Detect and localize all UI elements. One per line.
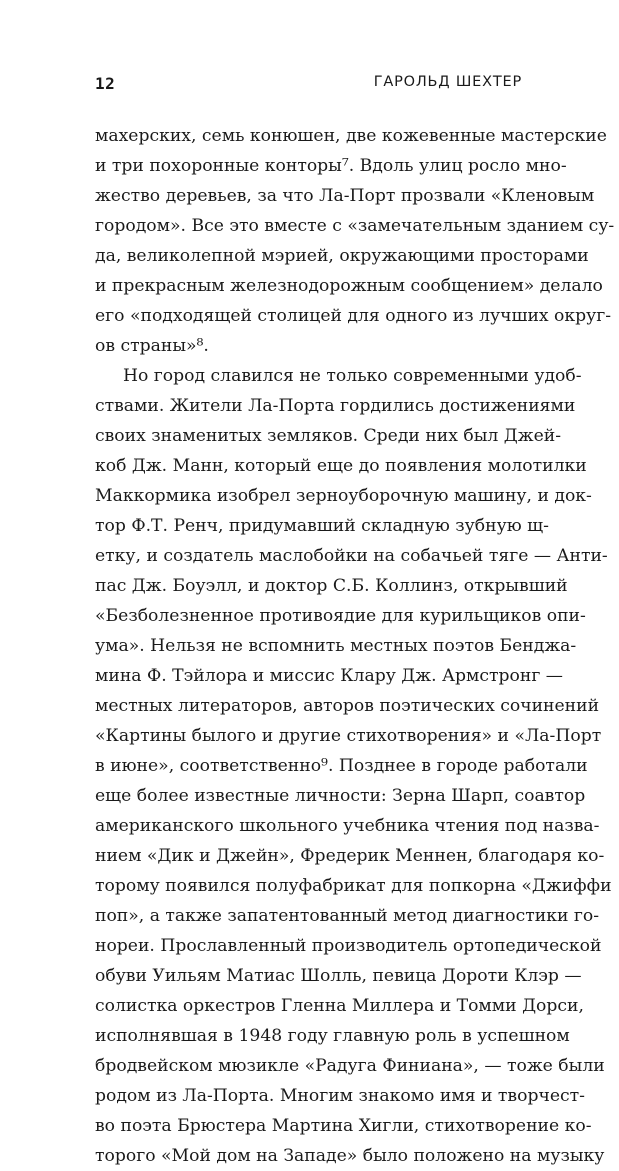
text-line: еще более известные личности: Зерна Шарп, соавтор bbox=[95, 786, 586, 806]
text-line: тор Ф.Т. Ренч, придумавший складную зубную щ- bbox=[95, 516, 549, 536]
text-line: исполнявшая в 1948 году главную роль в успешном bbox=[95, 1026, 570, 1046]
text-line: «Безболезненное противоядие для курильщиков опи- bbox=[95, 606, 586, 626]
text-line: во поэта Брюстера Мартина Хигли, стихотворение ко- bbox=[95, 1116, 592, 1136]
text-line: жество деревьев, за что Ла-Порт прозвали «Кленовым bbox=[95, 186, 595, 206]
text-line: пас Дж. Боуэлл, и доктор С.Б. Коллинз, открывший bbox=[95, 576, 568, 596]
text-line: американского школьного учебника чтения под назва- bbox=[95, 816, 600, 836]
text-line: ов страны»⁸. bbox=[95, 336, 209, 356]
text-line: торого «Мой дом на Западе» было положено на музыку bbox=[95, 1146, 605, 1166]
text-line: коб Дж. Манн, который еще до появления молотилки bbox=[95, 456, 587, 476]
text-line: торому появился полуфабрикат для попкорна «Джиффи bbox=[95, 876, 612, 896]
page-header bbox=[95, 74, 522, 98]
text-line: его «подходящей столицей для одного из лучших округ- bbox=[95, 306, 612, 326]
text-line: ствами. Жители Ла-Порта гордились достижениями bbox=[95, 396, 576, 416]
text-line: и три похоронные конторы⁷. Вдоль улиц росло мно- bbox=[95, 156, 567, 176]
text-line: мина Ф. Тэйлора и миссис Клару Дж. Армстронг — bbox=[95, 666, 563, 686]
text-line: бродвейском мюзикле «Радуга Финиана», — тоже были bbox=[95, 1056, 605, 1076]
text-line: обуви Уильям Матиас Шолль, певица Дороти Клэр — bbox=[95, 966, 582, 986]
page-number: 12 bbox=[95, 74, 116, 93]
text-line: Маккормика изобрел зерноуборочную машину, и док- bbox=[95, 486, 592, 506]
body-text bbox=[95, 121, 615, 1171]
text-line: поп», а также запатентованный метод диагностики го- bbox=[95, 906, 600, 926]
text-line: нореи. Прославленный производитель ортопедической bbox=[95, 936, 602, 956]
text-line: местных литераторов, авторов поэтических сочинений bbox=[95, 696, 600, 716]
text-line: родом из Ла-Порта. Многим знакомо имя и творчест- bbox=[95, 1086, 585, 1106]
text-line: да, великолепной мэрией, окружающими просторами bbox=[95, 246, 589, 266]
text-line: нием «Дик и Джейн», Фредерик Меннен, благодаря ко- bbox=[95, 846, 605, 866]
running-head-author: ГАРОЛЬД ШЕХТЕР bbox=[373, 74, 522, 90]
text-line: ума». Нельзя не вспомнить местных поэтов Бенджа- bbox=[95, 636, 577, 656]
text-line: махерских, семь конюшен, две кожевенные мастерские bbox=[95, 126, 607, 146]
text-line: и прекрасным железнодорожным сообщением» делало bbox=[95, 276, 603, 296]
text-line: в июне», соответственно⁹. Позднее в городе работали bbox=[95, 756, 588, 776]
text-line: «Картины былого и другие стихотворения» и «Ла-Порт bbox=[95, 726, 602, 746]
text-line: городом». Все это вместе с «замечательным зданием су- bbox=[95, 216, 615, 236]
text-line: етку, и создатель маслобойки на собачьей тяге — Анти- bbox=[95, 546, 608, 566]
text-line: солистка оркестров Гленна Миллера и Томми Дорси, bbox=[95, 996, 584, 1016]
paragraph-first-line: Но город славился не только современными удоб- bbox=[123, 366, 582, 386]
text-line: своих знаменитых земляков. Среди них был Джей- bbox=[95, 426, 562, 446]
